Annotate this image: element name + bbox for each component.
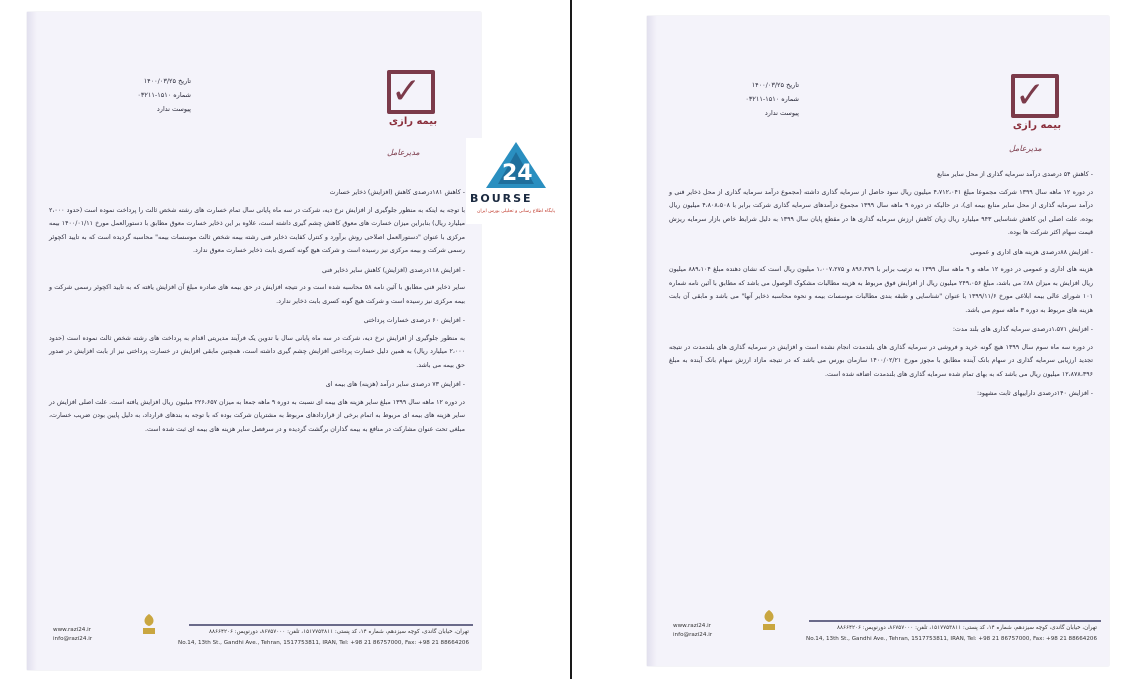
letter-date: تاریخ ۱۴۰۰/۰۳/۲۵ — [751, 81, 799, 89]
bourse-watermark — [466, 138, 566, 224]
signature-title: مدیرعامل — [387, 148, 420, 157]
section-heading: - افزایش ۷۳ درصدی سایر درآمد (هزینه) های بیمه ای — [325, 381, 465, 388]
footer-contact — [673, 622, 712, 640]
section-text: سایر ذخایر فنی مطابق با آئین نامه ۵۸ محاسبه شده است و در نتیجه افزایش در حق بیمه های صادره مبلغ آن افزایش یافته که به تایید اکچوئر رسمی شرکت و بیمه مرکزی نیز رسیده است و شرکت هیچ گونه کسری بابت ذخایر ندارد. — [49, 284, 465, 305]
section-text: با توجه به اینکه به منظور جلوگیری از افزایش نرخ دیه، شرکت در سه ماه پایانی سال تمام خسارت های رشته شخص ثالث را پرداخت نموده است (حدود ۲،۰۰۰ میلیارد ریال) بنابراین میزان خسارت های معوق کاهش چشم گیری داشته است، علاوه بر این ذخایر خسارت معوق مطابق با دستورالعمل مورخ ۱۴۰۰/۰۱/۱۱ بیمه مرکزی با عنوان "دستورالعمل اصلاحی روش برآورد و کنترل کفایت ذخایر فنی رشته بیمه شخص ثالث موسسات بیمه" محاسبه گردیده است که به تایید اکچوئر رسمی شرکت و بیمه مرکزی نیز رسیده است و شرکت هیچ گونه کسری بابت ذخایر خسارت معوق ندارد. — [49, 206, 466, 254]
section-heading: - کاهش ۵۴ درصدی درآمد سرمایه گذاری از محل سایر منابع — [937, 171, 1093, 178]
svg-text:24: 24 — [502, 161, 533, 186]
section-heading: - کاهش ۱۸۱درصدی کاهش (افزایش) ذخایر خسارت — [329, 189, 465, 196]
razi-logo-icon: ✓ بیمه رازی — [385, 70, 445, 130]
section-text: در دوره ۱۲ ماهه سال ۱۳۹۹ مبلغ سایر هزینه های بیمه ای نسبت به دوره ۹ ماهه جمعا به میزان ۲۲۶،۶۵۷ میلیون ریال افزایش یافته است. علت اصلی افزایش در سایر هزینه های بیمه ای مربوط به اتمام برخی از قراردادهای مربوط به مشتریان شرکت بوده که با توجه به بندهای قرارداد، به دلیل پایین بودن ضریب خسارت، مبلغی تحت عنوان مشارکت در منافع به بیمه گذاران برگشت گردیده و در سرفصل سایر هزینه های بیمه ای ثبت شده است. — [49, 398, 465, 433]
section-text: در دوره ۱۲ ماهه سال ۱۳۹۹ شرکت مجموعا مبلغ ۴،۷۱۲،۰۴۱ میلیون ریال سود حاصل از سرمایه گذاری داشته (مجموع درآمد سرمایه گذاری از محل ذخایر فنی و درآمد سرمایه گذاری از محل سایر منابع بیمه ای)، در حالیکه در دوره ۹ ماهه سال ۱۳۹۹ مجموع درآمدهای سرمایه گذاری شرکت برابر با ۴،۸۰۸،۵۰۸ میلیون ریال بوده، علت اصلی این کاهش شناسایی ۹۴۳ میلیارد ریال زیان کاهش ارزش سرمایه گذاری ها در مقطع پایان سال ۱۳۹۹ به دلیل شرایط خاص بازار سرمایه ریزش قیمت سهام اکثر شرکت ها بوده. — [669, 188, 1093, 236]
signature-title: مدیرعامل — [1009, 144, 1042, 153]
footer-contact — [53, 626, 92, 644]
footer-rule — [189, 624, 473, 626]
brand-name: بیمه رازی — [388, 116, 438, 127]
email-link[interactable]: info@razi24.ir — [53, 636, 93, 642]
emblem-icon — [137, 612, 161, 638]
website-link[interactable]: www.razi24.ir — [53, 627, 91, 633]
letter-number: شماره ۱۵۱۰-۰۳۲۱۱ — [137, 91, 191, 99]
letter-attachment: پیوست ندارد — [156, 105, 191, 113]
footer-address: تهران، خیابان گاندی، کوچه سیزدهم، شماره ۱۴، کد پستی: ۱۵۱۷۷۵۳۸۱۱، تلفن: ۸۶۷۵۷۰۰۰، دورنویس: ۸۸۶۶۴۲۰۶ — [836, 625, 1097, 631]
letter-meta — [699, 78, 799, 120]
document-page-left — [27, 12, 481, 670]
section-text: در دوره سه ماه سوم سال ۱۳۹۹ هیچ گونه خرید و فروشی در سرمایه گذاری های بلندمدت انجام نشده است و افزایش در سرمایه گذاری های بلندمدت در نتیجه تجدید ارزیابی سرمایه گذاری در سهام بانک آینده مطابق با مجوز مورخ ۱۴۰۰/۰۲/۲۱ سازمان بورس می باشد که در نتیجه مازاد ارزش سهام بانک آینده به مبلغ ۱۲،۸۷۸،۳۹۶ میلیون ریال می باشد که به بهای تمام شده سرمایه گذاری های بلندمدت اضافه شده است. — [669, 343, 1093, 378]
section-text: هزینه های اداری و عمومی در دوره ۱۲ ماهه و ۹ ماهه سال ۱۳۹۹ به ترتیب برابر با ۸۹۶،۳۷۹ و ۱،۰۰۷،۲۷۵ میلیون ریال است که نشان دهنده مبلغ ۸۸۹،۱۰۴ میلیون ریال افزایش به میزان ۸۸٪ می باشد، مبلغ ۲۴۹،۰۵۶ میلیون ریال از افزایش فوق مربوط به هزینه مطالبات مشکوک الوصول می باشد که مطابق با آئین نامه شماره ۱۰۱ شورای عالی بیمه ابلاغی مورخ ۱۳۹۹/۱۱/۶ با عنوان "شناسایی و طبقه بندی مطالبات موسسات بیمه و نحوه محاسبه ذخایر آنها" می باشد و مابقی آن بابت هزینه های مربوط به دوره ۳ ماهه سوم می باشد. — [669, 266, 1094, 314]
watermark-subtitle: پایگاه اطلاع رسانی و تحلیلی بورس ایران — [477, 209, 555, 214]
letter-footer — [659, 616, 1101, 656]
section-heading: - افزایش ۱۴۰درصدی داراییهای ثابت مشهود: — [976, 390, 1093, 397]
letter-attachment: پیوست ندارد — [764, 109, 799, 117]
website-link[interactable]: www.razi24.ir — [673, 623, 711, 629]
section-heading: - افزایش ۱،۵۷۱درصدی سرمایه گذاری های بلند مدت: — [952, 326, 1093, 333]
section-heading: - افزایش ۱۱۸درصدی (افزایش) کاهش سایر ذخایر فنی — [321, 266, 465, 274]
section-text: به منظور جلوگیری از افزایش نرخ دیه، شرکت در سه ماه پایانی سال با تدوین یک فرآیند مدیریتی اقدام به پرداخت های رشته شخص ثالث نموده است (حدود ۲،۰۰۰ میلیارد ریال) به همین دلیل خسارت پرداختی افزایش چشم گیری داشته است، همچنین مابقی افزایش در خسارت پرداختی نیز از بابت افزایش در صدور حق بیمه می باشد. — [49, 334, 465, 369]
section-heading: - افزایش ۶۰ درصدی خسارات پرداختی — [363, 317, 465, 324]
letter-date: تاریخ ۱۴۰۰/۰۳/۲۵ — [143, 77, 191, 85]
letter-number: شماره ۱۵۱۰-۰۳۲۱۱ — [745, 95, 799, 103]
footer-address-en: No.14, 13th St., Gandhi Ave., Tehran, 1517753811, IRAN, Tel: +98 21 86757000, Fax: +98 21 88664206 — [806, 636, 1097, 642]
email-link[interactable]: info@razi24.ir — [673, 632, 713, 638]
scan-edge — [647, 16, 657, 666]
watermark-brand: BOURSE — [470, 192, 533, 205]
section-heading: - افزایش ۸۸درصدی هزینه های اداری و عمومی — [970, 248, 1093, 256]
letter-meta — [91, 74, 191, 116]
brand-name: بیمه رازی — [1012, 120, 1062, 131]
document-page-right — [647, 16, 1109, 666]
emblem-icon — [757, 608, 781, 634]
footer-address: تهران، خیابان گاندی، کوچه سیزدهم، شماره ۱۴، کد پستی: ۱۵۱۷۷۵۳۸۱۱، تلفن: ۸۶۷۵۷۰۰۰، دورنویس: ۸۸۶۶۴۲۰۶ — [208, 629, 469, 635]
footer-rule — [809, 620, 1101, 622]
page-divider — [570, 0, 572, 679]
letter-footer — [39, 620, 473, 660]
letter-body — [669, 162, 1093, 405]
footer-address-en: No.14, 13th St., Gandhi Ave., Tehran, 1517753811, IRAN, Tel: +98 21 86757000, Fax: +98 21 88664206 — [178, 640, 469, 646]
letter-body — [49, 180, 465, 440]
razi-logo-icon: ✓ بیمه رازی — [1009, 74, 1069, 134]
bourse-logo-icon — [466, 138, 566, 194]
scan-edge — [27, 12, 37, 670]
